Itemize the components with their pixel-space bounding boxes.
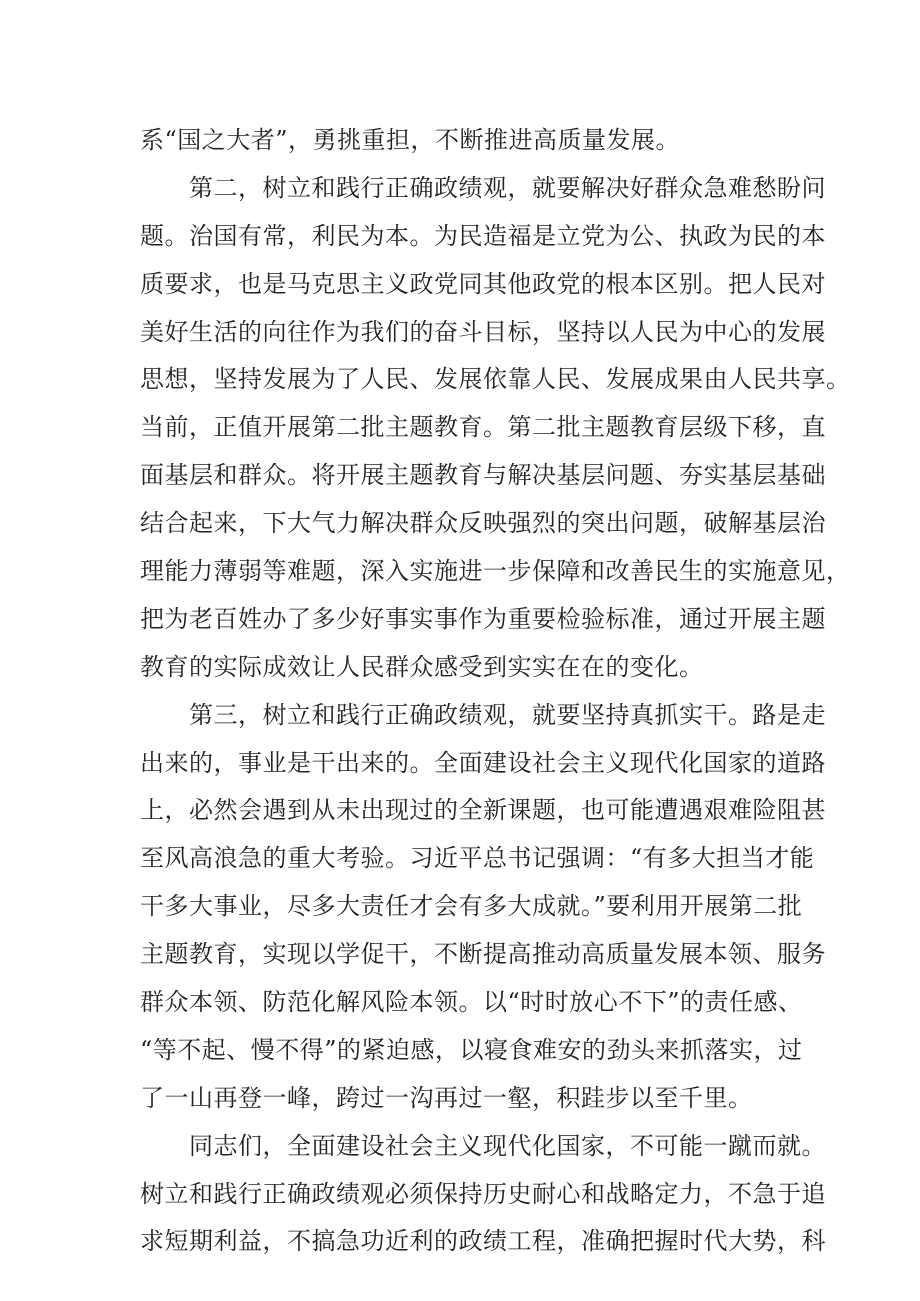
text-line: 题。治国有常，利民为本。为民造福是立党为公、执政为民的本 bbox=[140, 221, 826, 250]
text-line: 系“国之大者”，勇挑重担，不断推进高质量发展。 bbox=[140, 126, 681, 154]
text-line: 同志们，全面建设社会主义现代化国家，不可能一蹴而就。 bbox=[140, 1131, 826, 1160]
text-line: 把为老百姓办了多少好事实事作为重要检验标准，通过开展主题 bbox=[140, 604, 826, 633]
text-line: 干多大事业，尽多大责任才会有多大成就。”要利用开展第二批 bbox=[140, 892, 803, 921]
paragraph-third-point bbox=[140, 692, 826, 1123]
text-line: 主题教育，实现以学促干，不断提高推动高质量发展本领、服务 bbox=[140, 940, 826, 969]
text-line: 出来的，事业是干出来的。全面建设社会主义现代化国家的道路 bbox=[140, 748, 826, 777]
paragraph-second-point bbox=[140, 165, 851, 692]
text-line: 思想，坚持发展为了人民、发展依靠人民、发展成果由人民共享。 bbox=[140, 365, 851, 394]
text-line: 教育的实际成效让人民群众感受到实实在在的变化。 bbox=[140, 652, 704, 681]
text-line: 第二，树立和践行正确政绩观，就要解决好群众急难愁盼问 bbox=[140, 173, 826, 202]
paragraph-continuation bbox=[140, 117, 790, 165]
text-line: 上，必然会遇到从未出现过的全新课题，也可能遭遇艰难险阻甚 bbox=[140, 796, 826, 825]
document-body bbox=[140, 117, 851, 1266]
text-line: 求短期利益，不搞急功近利的政绩工程，准确把握时代大势，科 bbox=[140, 1227, 826, 1256]
text-line: 结合起来，下大气力解决群众反映强烈的突出问题，破解基层治 bbox=[140, 509, 826, 538]
text-line: 至风高浪急的重大考验。习近平总书记强调：“有多大担当才能 bbox=[140, 844, 815, 873]
text-line: 了一山再登一峰，跨过一沟再过一壑，积跬步以至千里。 bbox=[140, 1083, 753, 1112]
text-line: 质要求，也是马克思主义政党同其他政党的根本区别。把人民对 bbox=[140, 269, 826, 298]
text-line: “等不起、慢不得”的紧迫感，以寝食难安的劲头来抓落实，过 bbox=[140, 1035, 803, 1064]
text-line: 当前，正值开展第二批主题教育。第二批主题教育层级下移，直 bbox=[140, 413, 826, 442]
text-line: 第三，树立和践行正确政绩观，就要坚持真抓实干。路是走 bbox=[140, 700, 826, 729]
paragraph-closing bbox=[140, 1123, 826, 1267]
text-line: 群众本领、防范化解风险本领。以“时时放心不下”的责任感、 bbox=[140, 988, 803, 1017]
text-line: 美好生活的向往作为我们的奋斗目标，坚持以人民为中心的发展 bbox=[140, 317, 826, 346]
text-line: 面基层和群众。将开展主题教育与解决基层问题、夯实基层基础 bbox=[140, 461, 826, 490]
text-line: 理能力薄弱等难题，深入实施进一步保障和改善民生的实施意见， bbox=[140, 557, 851, 586]
text-line: 树立和践行正确政绩观必须保持历史耐心和战略定力，不急于追 bbox=[140, 1179, 826, 1208]
